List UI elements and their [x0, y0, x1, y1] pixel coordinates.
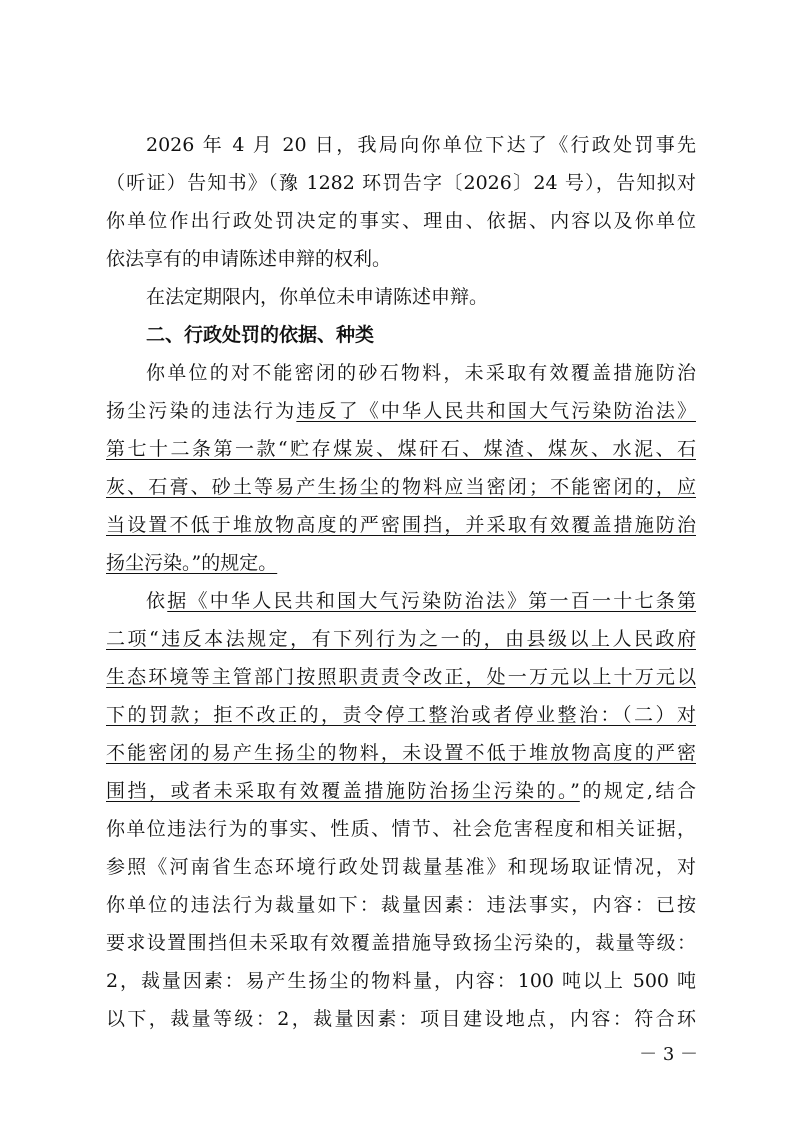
paragraph-4-line-5: 不能密闭的易产生扬尘的物料，未设置不低于堆放物高度的严密 [106, 742, 696, 764]
paragraph-2-line-1: 在法定期限内，你单位未申请陈述申辩。 [146, 286, 489, 308]
paragraph-4-line-11: 2，裁量因素：易产生扬尘的物料量，内容：100 吨以上 500 吨 [106, 970, 696, 992]
text-segment: 扬尘污染的违法行为 [106, 400, 297, 422]
text-segment: 的规定,结合 [579, 780, 696, 802]
paragraph-4-line-3: 生态环境等主管部门按照职责责令改正，处一万元以上十万元以 [106, 666, 696, 688]
paragraph-4-line-4: 下的罚款；拒不改正的，责令停工整治或者停业整治：（二）对 [106, 704, 696, 726]
page-number: － 3 － [639, 1044, 698, 1065]
paragraph-4-line-8: 参照《河南省生态环境行政处罚裁量基准》和现场取证情况，对 [106, 856, 696, 878]
paragraph-1-line-4: 依法享有的申请陈述申辩的权利。 [106, 248, 392, 270]
paragraph-4-line-7: 你单位违法行为的事实、性质、情节、社会危害程度和相关证据， [106, 818, 696, 840]
underlined-citation: 扬尘污染。”的规定。 [106, 552, 278, 574]
paragraph-4-line-10: 要求设置围挡但未采取有效覆盖措施导致扬尘污染的，裁量等级： [106, 932, 696, 954]
paragraph-1-line-1: 2026 年 4 月 20 日，我局向你单位下达了《行政处罚事先 [146, 134, 696, 156]
paragraph-3-line-3: 第七十二条第一款“贮存煤炭、煤矸石、煤渣、煤灰、水泥、石 [106, 438, 696, 460]
text-segment: 依 [146, 590, 168, 612]
paragraph-4-line-6 [106, 772, 696, 810]
paragraph-4-line-12: 以下，裁量等级：2，裁量因素：项目建设地点，内容：符合环 [106, 1008, 696, 1030]
paragraph-4-line-9: 你单位的违法行为裁量如下：裁量因素：违法事实，内容：已按 [106, 894, 696, 916]
paragraph-3-line-6 [106, 544, 696, 582]
underlined-citation: 围挡，或者未采取有效覆盖措施防治扬尘污染的。” [106, 780, 580, 802]
paragraph-4-line-1 [146, 582, 696, 620]
paragraph-1-line-3: 你单位作出行政处罚决定的事实、理由、依据、内容以及你单位 [106, 210, 696, 232]
paragraph-3-line-2 [106, 392, 696, 430]
underlined-citation: 据《中华人民共和国大气污染防治法》第一百一十七条第 [167, 590, 696, 612]
paragraph-3-line-1: 你单位的对不能密闭的砂石物料，未采取有效覆盖措施防治 [146, 362, 696, 384]
section-heading: 二、行政处罚的依据、种类 [146, 324, 375, 346]
paragraph-3-line-4: 灰、石膏、砂土等易产生扬尘的物料应当密闭；不能密闭的，应 [106, 476, 696, 498]
underlined-citation: 违反了《中华人民共和国大气污染防治法》 [296, 400, 696, 422]
paragraph-3-line-5: 当设置不低于堆放物高度的严密围挡，并采取有效覆盖措施防治 [106, 514, 696, 536]
paragraph-4-line-2: 二项“违反本法规定，有下列行为之一的，由县级以上人民政府 [106, 628, 696, 650]
paragraph-1-line-2: （听证）告知书》（豫 1282 环罚告字〔2026〕24 号），告知拟对 [106, 172, 696, 194]
